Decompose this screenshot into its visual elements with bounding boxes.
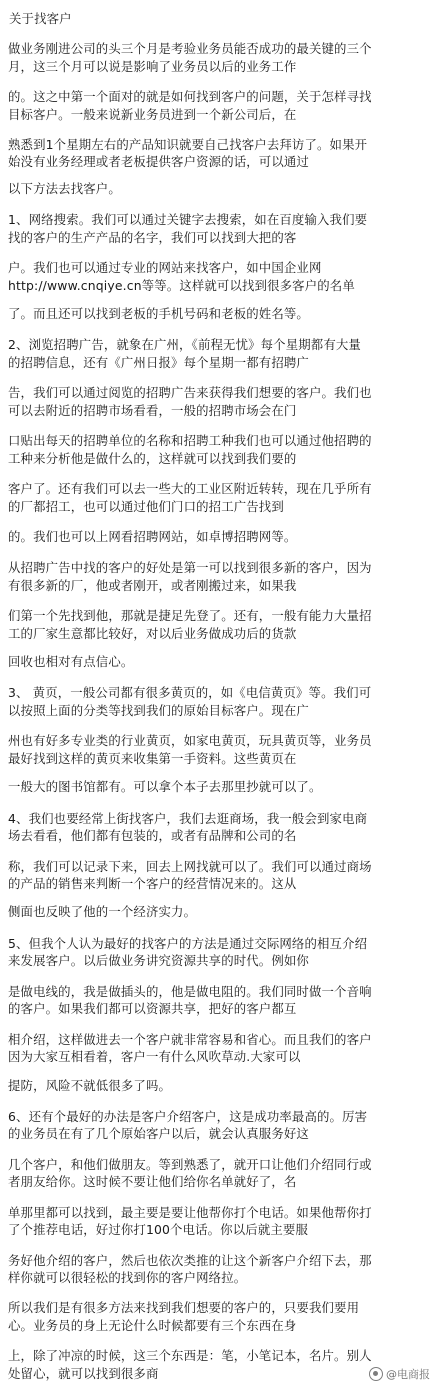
text-line: 最好找到这样的黄页来收集第一手资料。这些黄页在: [8, 750, 297, 766]
text-line: 单那里都可以找到，最主要是要让他帮你打个电话。如果他帮你打: [8, 1204, 372, 1220]
text-line: 口贴出每天的招聘单位的名称和招聘工种我们也可以通过他招聘的: [8, 433, 372, 449]
text-line: 相介绍，这样做进去一个客户就非常容易和省心。而且我们的客户: [8, 1031, 372, 1047]
text-line: 侧面也反映了他的一个经济实力。: [8, 904, 197, 920]
text-line: 工种来分析他是做什么的，这样就可以找到我们要的: [8, 450, 297, 466]
text-line: 客户了。还有我们可以去一些大的工业区附近转转，现在几乎所有: [8, 481, 372, 497]
text-line: 几个客户，和他们做朋友。等到熟悉了，就开口让他们介绍同行或: [8, 1156, 372, 1172]
text-line: 1、网络搜索。我们可以通过关键字去搜索，如在百度输入我们要: [8, 212, 368, 228]
text-line: 的厂都招工，也可以通过他们门口的招工广告找到: [8, 498, 284, 514]
text-line: 户。我们也可以通过专业的网站来找客户，如中国企业网: [8, 260, 322, 276]
text-line: 务好他介绍的客户，然后也依次类推的让这个新客户介绍下去，那: [8, 1252, 372, 1268]
text-line: 州也有好多专业类的行业黄页，如家电黄页，玩具黄页等，业务员: [8, 733, 372, 749]
text-line: 们第一个先找到他，那就是捷足先登了。还有，一般有能力大量招: [8, 608, 372, 624]
text-line: 6、还有个最好的办法是客户介绍客户，这是成功率最高的。厉害: [8, 1108, 368, 1124]
text-line: http://www.cnqiye.cn等等。这样就可以找到很多客户的名单: [8, 277, 355, 293]
text-line: 样你就可以很轻松的找到你的客户网络拉。: [8, 1270, 247, 1286]
article-title: 关于找客户: [9, 10, 72, 26]
text-line: 的。我们也可以上网看招聘网站，如卓博招聘网等。: [8, 528, 297, 544]
text-line: 来发展客户。以后做业务讲究资源共享的时代。例如你: [8, 953, 309, 969]
text-line: 从招聘广告中找的客户的好处是第一可以找到很多新的客户，因为: [8, 560, 372, 576]
text-line: 处留心，就可以找到很多商: [8, 1366, 159, 1381]
text-line: 一般大的图书馆都有。可以拿个本子去那里抄就可以了。: [8, 779, 322, 795]
text-line: 的业务员在有了几个原始客户以后，就会认真服务好这: [8, 1126, 309, 1142]
text-line: 者朋友给你。这时候不要让他们给你名单就好了，名: [8, 1174, 297, 1190]
text-line: 告，我们可以通过阅览的招聘广告来获得我们想要的客户。我们也: [8, 385, 372, 401]
text-line: 了个推荐电话，好过你打100个电话。你以后就主要服: [8, 1222, 308, 1238]
text-line: 所以我们是有很多方法来找到我们想要的客户的，只要我们要用: [8, 1300, 360, 1316]
text-line: 5、但我个人认为最好的找客户的方法是通过交际网络的相互介绍: [8, 935, 368, 951]
text-line: 工的厂家生意都比较好，对以后业务做成功后的货款: [8, 625, 297, 641]
text-line: 做业务刚进公司的头三个月是考验业务员能否成功的最关键的三个: [8, 41, 372, 57]
text-line: 了。而且还可以找到老板的手机号码和老板的姓名等。: [8, 306, 309, 322]
text-line: 因为大家互相看着，客户一有什么风吹草动.大家可以: [8, 1049, 301, 1065]
text-line: 找的客户的生产产品的名字，我们可以找到大把的客: [8, 229, 297, 245]
text-line: 以按照上面的分类等找到我们的原始目标客户。现在广: [8, 703, 309, 719]
weibo-logo-icon: [369, 1367, 383, 1381]
text-line: 月，这三个月可以说是影响了业务员以后的业务工作: [8, 58, 297, 74]
text-line: 以下方法去找客户。: [8, 180, 121, 196]
text-line: 上，除了冲凉的时候，这三个东西是：笔，小笔记本，名片。别人: [8, 1348, 372, 1364]
text-line: 的客户。如果我们都可以资源共享，把好的客户都互: [8, 1001, 297, 1017]
text-line: 是做电线的，我是做插头的，他是做电阻的。我们同时做一个音响: [8, 983, 372, 999]
text-line: 提防，风险不就低很多了吗。: [8, 1077, 172, 1093]
watermark-text: @电商报: [386, 1368, 430, 1381]
text-line: 可以去附近的招聘市场看看，一般的招聘市场会在门: [8, 402, 297, 418]
text-line: 的产品的销售来判断一个客户的经营情况来的。这从: [8, 876, 297, 892]
text-line: 熟悉到1个星期左右的产品知识就要自己找客户去拜访了。如果开: [8, 136, 368, 152]
text-line: 4、我们也要经常上街找客户，我们去逛商场，我一般会到家电商: [8, 810, 368, 826]
text-line: 3、 黄页，一般公司都有很多黄页的，如《电信黄页》等。我们可: [8, 685, 372, 701]
text-line: 场去看看，他们都有包装的，或者有品牌和公司的名: [8, 828, 297, 844]
text-line: 有很多新的厂，他或者刚开，或者刚搬过来，如果我: [8, 577, 297, 593]
text-line: 心。业务员的身上无论什么时候都要有三个东西在身: [8, 1318, 297, 1334]
text-line: 的招聘信息，还有《广州日报》每个星期一都有招聘广: [8, 354, 309, 370]
text-line: 始没有业务经理或者老板提供客户资源的话，可以通过: [8, 154, 309, 170]
text-line: 的。这之中第一个面对的就是如何找到客户的问题，关于怎样寻找: [8, 88, 372, 104]
watermark: [369, 1366, 430, 1382]
text-line: 目标客户。一般来说新业务员进到一个新公司后，在: [8, 106, 297, 122]
text-line: 2、浏览招聘广告，就象在广州，《前程无忧》每个星期都有大量: [8, 337, 361, 353]
text-line: 称，我们可以记录下来，回去上网找就可以了。我们可以通过商场: [8, 858, 372, 874]
text-line: 回收也相对有点信心。: [8, 654, 134, 670]
